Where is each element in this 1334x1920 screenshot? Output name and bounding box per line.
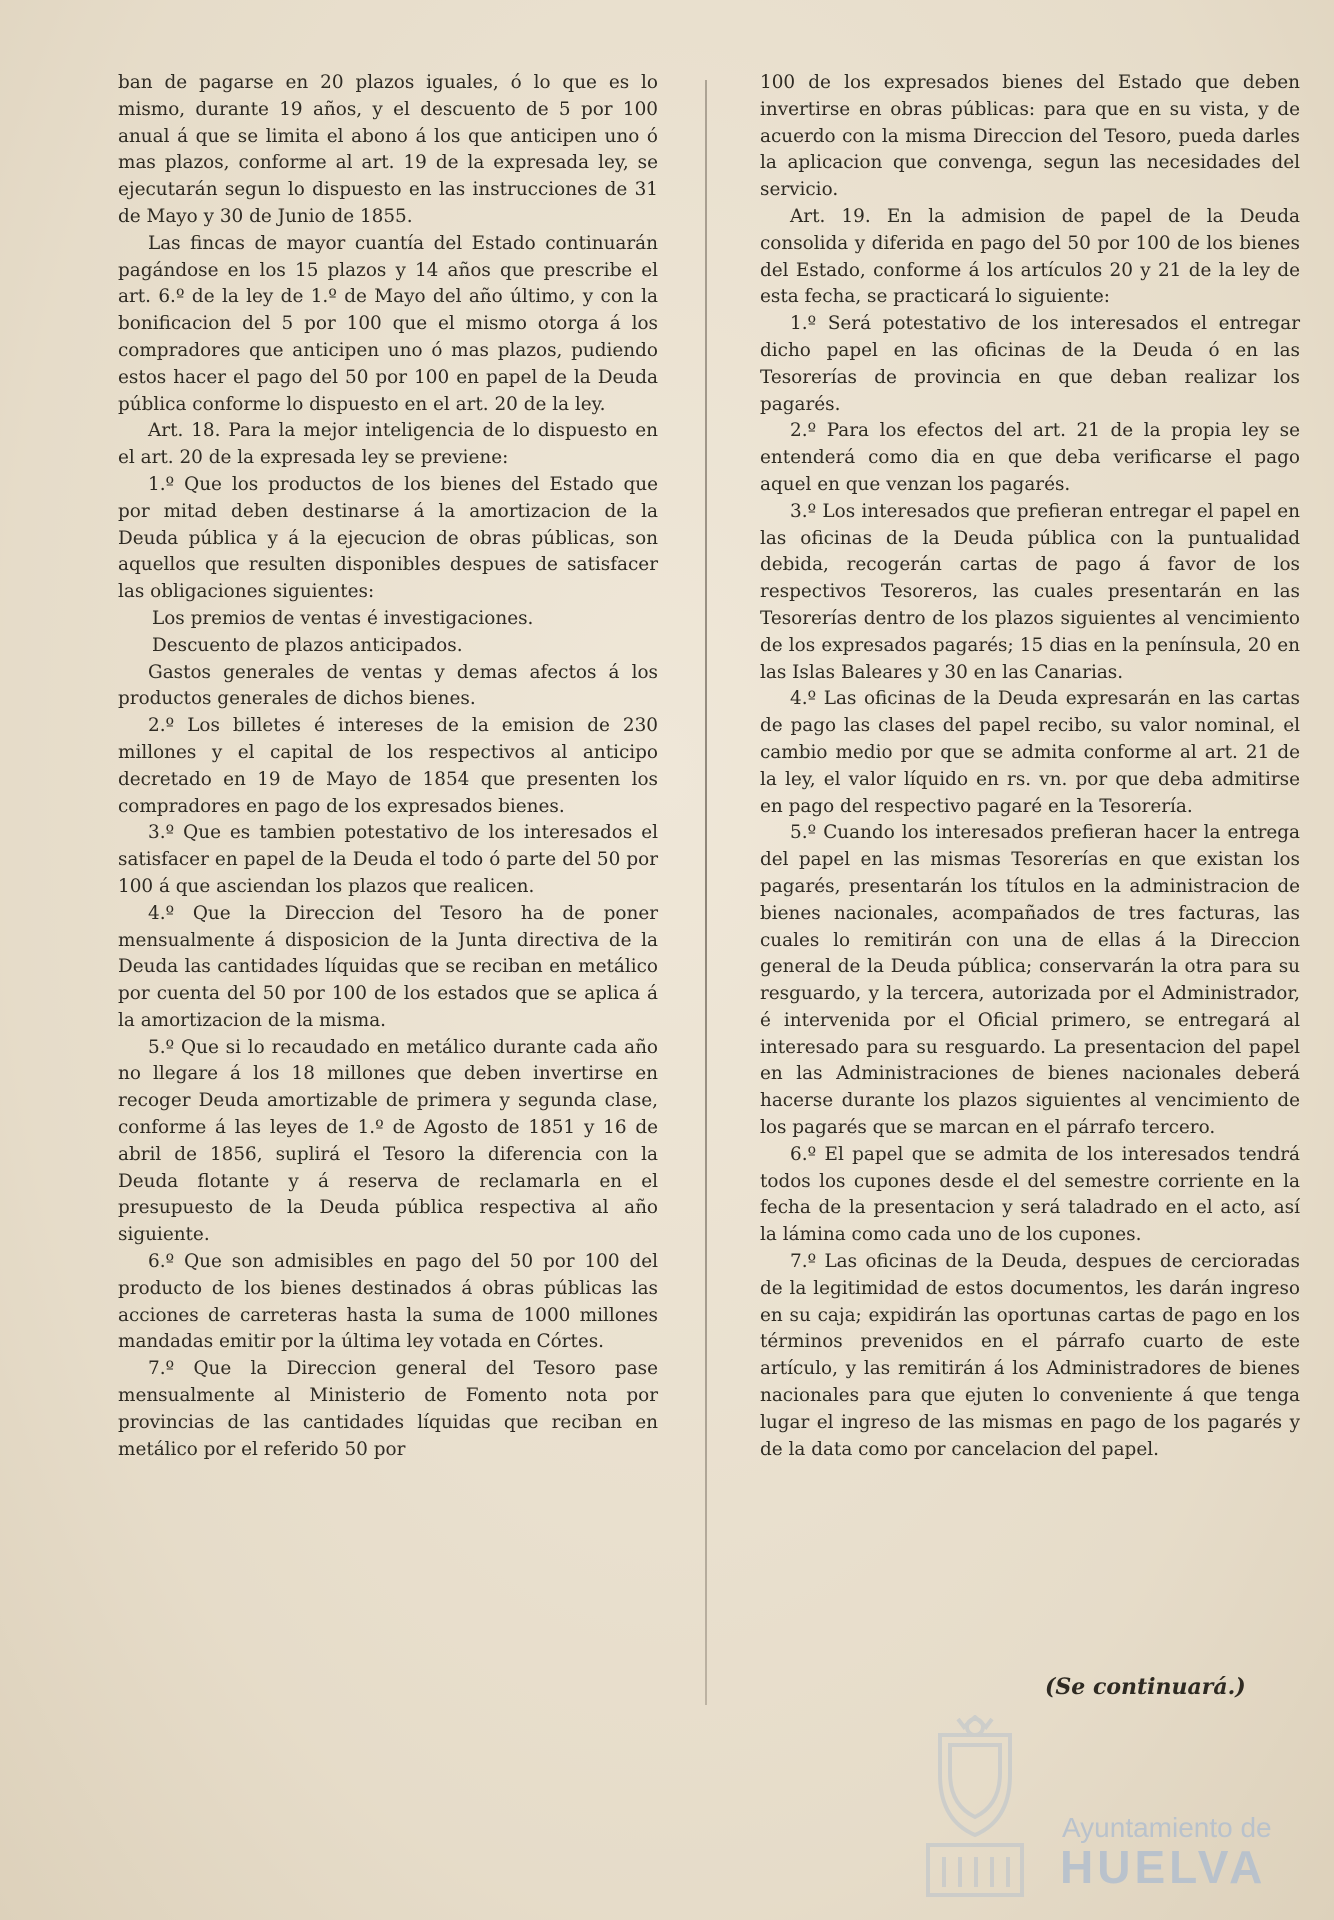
paragraph: 5.º Cuando los interesados prefieran hacer la entrega del papel en las mismas Tesorerías en que existan los pagarés, presentarán los títulos en la administracion de bienes nacionales, acompañados de tres facturas, las cuales lo remitirán con una de ellas á la Direccion general de la Deuda pública; conservarán la otra para su resguardo, y la tercera, autorizada por el Administrador, é intervenida por el Oficial primero, se entregará al interesado para su resguardo. La presentacion del papel en las Administraciones de bienes nacionales deberá hacerse durante los plazos siguientes al vencimiento de los pagarés que se marcan en el párrafo tercero. [760,822,1300,1139]
paragraph: Descuento de plazos anticipados. [152,634,463,656]
paragraph: 4.º Que la Direccion del Tesoro ha de poner mensualmente á disposicion de la Junta directiva de la Deuda las cantidades líquidas que se reciban en metálico por cuenta del 50 por 100 de los estados que se aplica á la amortizacion de la misma. [118,902,658,1031]
paragraph: Las fincas de mayor cuantía del Estado continuarán pagándose en los 15 plazos y 14 años que prescribe el art. 6.º de la ley de 1.º de Mayo del año último, y con la bonificacion del 5 por 100 que el mismo otorga á los compradores que anticipen uno ó mas plazos, pudiendo estos hacer el pago del 50 por 100 en papel de la Deuda pública conforme lo dispuesto en el art. 20 de la ley. [118,232,658,415]
paragraph: Art. 18. Para la mejor inteligencia de lo dispuesto en el art. 20 de la expresada ley se previene: [118,420,658,469]
paragraph: 3.º Los interesados que prefieran entregar el papel en las oficinas de la Deuda pública con la puntualidad debida, recogerán cartas de pago á favor de los respectivos Tesoreros, las cuales presentarán en las Tesorerías dentro de los plazos siguientes al vencimiento de los expresados pagarés; 15 dias en la península, 20 en las Islas Baleares y 30 en las Canarias. [760,500,1300,683]
paragraph: 5.º Que si lo recaudado en metálico durante cada año no llegare á los 18 millones que deben invertirse en recoger Deuda amortizable de primera y segunda clase, conforme á las leyes de 1.º de Agosto de 1851 y 16 de abril de 1856, suplirá el Tesoro la diferencia con la Deuda flotante y á reserva de reclamarla en el presupuesto de la Deuda pública respectiva al año siguiente. [118,1036,658,1246]
paragraph: 6.º El papel que se admita de los interesados tendrá todos los cupones desde el del semestre corriente en la fecha de la presentacion y será taladrado en el acto, así la lámina como cada uno de los cupones. [760,1143,1300,1246]
right-text-column [760,70,1300,1463]
paragraph: 7.º Que la Direccion general del Tesoro pase mensualmente al Ministerio de Fomento nota por provincias de las cantidades líquidas que reciban en metálico por el referido 50 por [118,1358,658,1460]
paragraph: 100 de los expresados bienes del Estado que deben invertirse en obras públicas: para que en su vista, y de acuerdo con la misma Direccion del Tesoro, pueda darles la aplicacion que convenga, segun las necesidades del servicio. [760,72,1300,201]
watermark-text-line1: Ayuntamiento de [1062,1812,1272,1843]
watermark-text-line2: HUELVA [1060,1841,1267,1893]
paragraph: 7.º Las oficinas de la Deuda, despues de cercioradas de la legitimidad de estos documentos, les darán ingreso en su caja; expidirán las oportunas cartas de pago en los términos prevenidos en el párrafo cuarto de este artículo, y las remitirán á los Administradores de bienes nacionales para que ejuten lo conveniente á que tenga lugar el ingreso de las mismas en pago de los pagarés y de la data como por cancelacion del papel. [760,1251,1300,1460]
paragraph: 1.º Que los productos de los bienes del Estado que por mitad deben destinarse á la amortizacion de la Deuda pública y á la ejecucion de obras públicas, son aquellos que resulten disponibles despues de satisfacer las obligaciones siguientes: [118,473,658,603]
paragraph: 4.º Las oficinas de la Deuda expresarán en las cartas de pago las clases del papel recibo, su valor nominal, el cambio medio por que se admita conforme al art. 21 de la ley, el valor líquido en rs. vn. por que deba admitirse en pago del respectivo pagaré en la Tesorería. [760,688,1300,817]
paragraph: 2.º Para los efectos del art. 21 de la propia ley se entenderá como dia en que deba verificarse el pago aquel en que venzan los pagarés. [760,420,1300,495]
paragraph: ban de pagarse en 20 plazos iguales, ó lo que es lo mismo, durante 19 años, y el descuento de 5 por 100 anual á que se limita el abono á los que anticipen uno ó mas plazos, conforme al art. 19 de la expresada ley, se ejecutarán segun lo dispuesto en las instrucciones de 31 de Mayo y 30 de Junio de 1855. [118,72,658,227]
left-text-column [118,70,658,1463]
paragraph: Los premios de ventas é investigaciones. [152,607,534,629]
column-divider [705,80,707,1705]
paragraph: Art. 19. En la admision de papel de la Deuda consolida y diferida en pago del 50 por 100 de los bienes del Estado, conforme á los artículos 20 y 21 de la ley de esta fecha, se practicará lo siguiente: [760,205,1300,308]
paragraph: 2.º Los billetes é intereses de la emision de 230 millones y el capital de los respectivos al anticipo decretado en 19 de Mayo de 1854 que presenten los compradores en pago de los expresados bienes. [118,715,658,817]
paragraph: Gastos generales de ventas y demas afectos á los productos generales de dichos bienes. [118,661,658,710]
paragraph: 6.º Que son admisibles en pago del 50 por 100 del producto de los bienes destinados á obras públicas las acciones de carreteras hasta la suma de 1000 millones mandadas emitir por la última ley votada en Córtes. [118,1251,658,1353]
continuation-note: (Se continuará.) [1045,1674,1246,1700]
paragraph: 1.º Será potestativo de los interesados el entregar dicho papel en las oficinas de la Deuda ó en las Tesorerías de provincia en que deban realizar los pagarés. [760,313,1300,415]
paragraph: 3.º Que es tambien potestativo de los interesados el satisfacer en papel de la Deuda el todo ó parte del 50 por 100 á que asciendan los plazos que realicen. [118,822,658,897]
